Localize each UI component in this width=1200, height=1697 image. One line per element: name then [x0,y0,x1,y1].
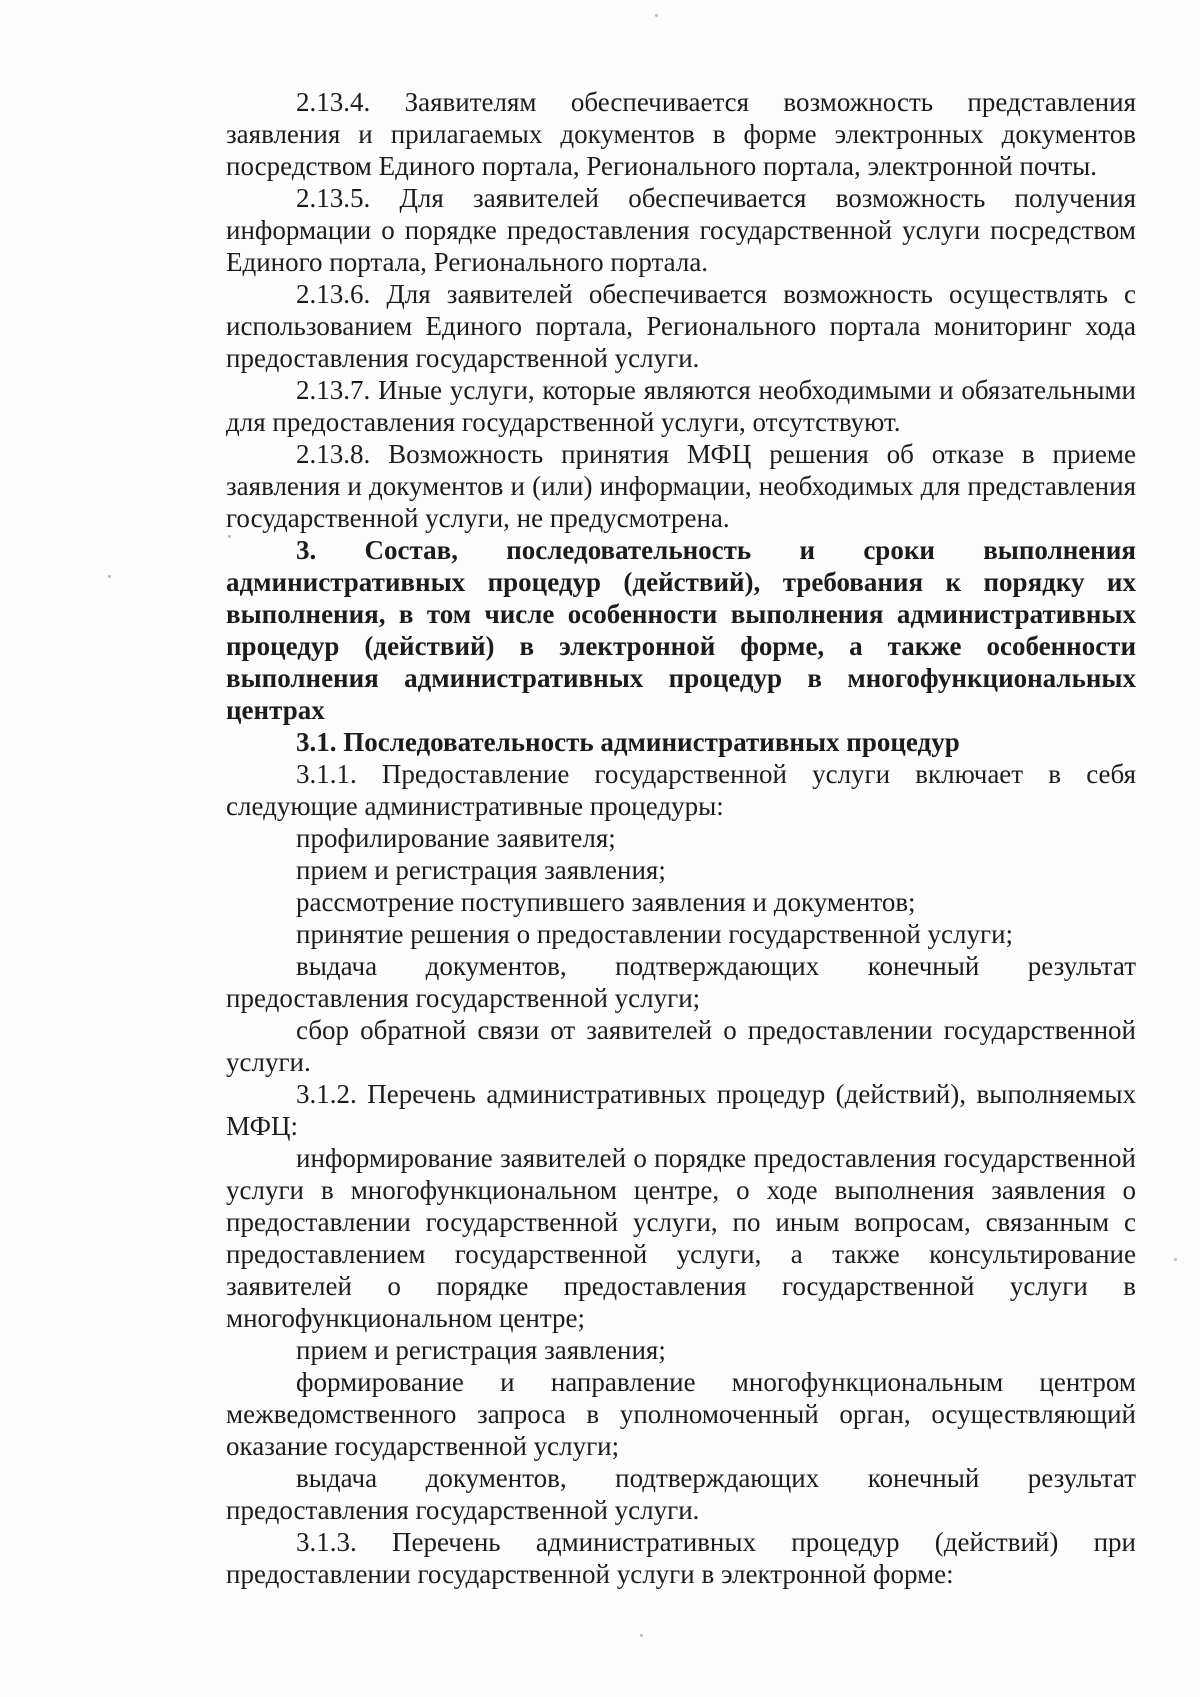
scan-speck [108,575,111,578]
list-item: профилирование заявителя; [296,823,616,853]
paragraph-3-1-1: 3.1.1. Предоставление государственной услуги включает в себя следующие административные процедуры: [226,759,1136,821]
scan-speck [655,14,658,17]
paragraph-2-13-6: 2.13.6. Для заявителей обеспечивается возможность осуществлять с использованием Единого портала, Регионального портала мониторинг хода предоставления государственной услуги. [226,279,1136,373]
list-item: принятие решения о предоставлении государственной услуги; [296,919,1014,949]
paragraph-2-13-4: 2.13.4. Заявителям обеспечивается возможность представления заявления и прилагаемых документов в форме электронных документов посредством Единого портала, Регионального портала, электронной почты. [226,87,1136,181]
section-3-heading: 3. Состав, последовательность и сроки выполнения административных процедур (действий), требования к порядку их выполнения, в том числе особенности выполнения административных процедур (действий) в электронной форме, а также особенности выполнения административных процедур в многофункциональных центрах [226,535,1136,725]
subsection-3-1-heading: 3.1. Последовательность административных процедур [296,727,960,757]
scan-speck [640,1634,643,1637]
list-item: выдача документов, подтверждающих конечный результат предоставления государственной услуги. [226,1463,1136,1525]
paragraph-2-13-8: 2.13.8. Возможность принятия МФЦ решения об отказе в приеме заявления и документов и (или) информации, необходимых для представления государственной услуги, не предусмотрена. [226,439,1136,533]
list-item: прием и регистрация заявления; [296,855,666,885]
list-item: информирование заявителей о порядке предоставления государственной услуги в многофункциональном центре, о ходе выполнения заявления о предоставлении государственной услуги, по иным вопросам, связанным с предоставлением государственной услуги, а также консультирование заявителей о порядке предоставления государственной услуги в многофункциональном центре; [226,1143,1136,1333]
list-item: прием и регистрация заявления; [296,1335,666,1365]
list-item: сбор обратной связи от заявителей о предоставлении государственной услуги. [226,1015,1136,1077]
paragraph-3-1-2: 3.1.2. Перечень административных процедур (действий), выполняемых МФЦ: [226,1079,1136,1141]
list-item: формирование и направление многофункциональным центром межведомственного запроса в уполномоченный орган, осуществляющий оказание государственной услуги; [226,1367,1136,1461]
list-item: рассмотрение поступившего заявления и документов; [296,887,916,917]
list-item: выдача документов, подтверждающих конечный результат предоставления государственной услуги; [226,951,1136,1013]
document-body [226,86,1136,1590]
paragraph-2-13-5: 2.13.5. Для заявителей обеспечивается возможность получения информации о порядке предоставления государственной услуги посредством Единого портала, Регионального портала. [226,183,1136,277]
paragraph-2-13-7: 2.13.7. Иные услуги, которые являются необходимыми и обязательными для предоставления государственной услуги, отсутствуют. [226,375,1136,437]
paragraph-3-1-3: 3.1.3. Перечень административных процедур (действий) при предоставлении государственной услуги в электронной форме: [226,1527,1136,1589]
scan-speck [1174,1258,1177,1261]
